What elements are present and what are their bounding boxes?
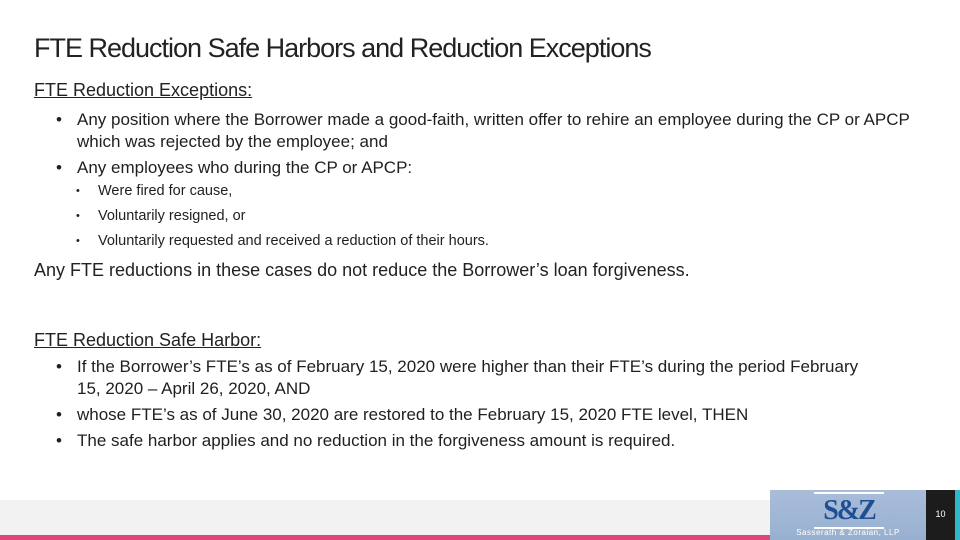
list-item: • Any position where the Borrower made a good-faith, written offer to rehire an employee during the CP or APCP which was rejected by the employee; and bbox=[77, 109, 937, 153]
sub-list-item: • Voluntarily resigned, or bbox=[98, 204, 798, 229]
logo-mark: S&Z bbox=[814, 492, 884, 529]
summary-statement: Any FTE reductions in these cases do not reduce the Borrower’s loan forgiveness. bbox=[34, 260, 690, 280]
safe-harbor-list bbox=[77, 356, 877, 452]
footer-band bbox=[0, 500, 770, 535]
slide-title: FTE Reduction Safe Harbors and Reduction Exceptions bbox=[34, 33, 651, 63]
list-item: • whose FTE’s as of June 30, 2020 are restored to the February 15, 2020 FTE level, THEN bbox=[77, 404, 877, 426]
logo-text: Sasserath & Zoraian, LLP bbox=[796, 528, 900, 537]
sub-list-item: • Were fired for cause, bbox=[98, 179, 798, 204]
list-item: • If the Borrower’s FTE’s as of February 15, 2020 were higher than their FTE’s during the period February 15, 2020 – April 26, 2020, AND bbox=[77, 356, 877, 400]
sub-list-item: • Voluntarily requested and received a reduction of their hours. bbox=[98, 229, 798, 254]
exceptions-list bbox=[77, 109, 937, 179]
page-accent-bar bbox=[955, 490, 960, 540]
company-logo bbox=[770, 490, 926, 540]
page-number-box bbox=[926, 490, 955, 540]
safe-harbor-heading: FTE Reduction Safe Harbor: bbox=[34, 330, 262, 350]
exceptions-heading: FTE Reduction Exceptions: bbox=[34, 80, 253, 100]
list-item: • The safe harbor applies and no reduction in the forgiveness amount is required. bbox=[77, 430, 877, 452]
page-number: 10 bbox=[935, 509, 946, 519]
exceptions-sub-list bbox=[98, 179, 798, 254]
list-item: • Any employees who during the CP or APCP: bbox=[77, 157, 937, 179]
footer-accent-line bbox=[0, 535, 770, 540]
